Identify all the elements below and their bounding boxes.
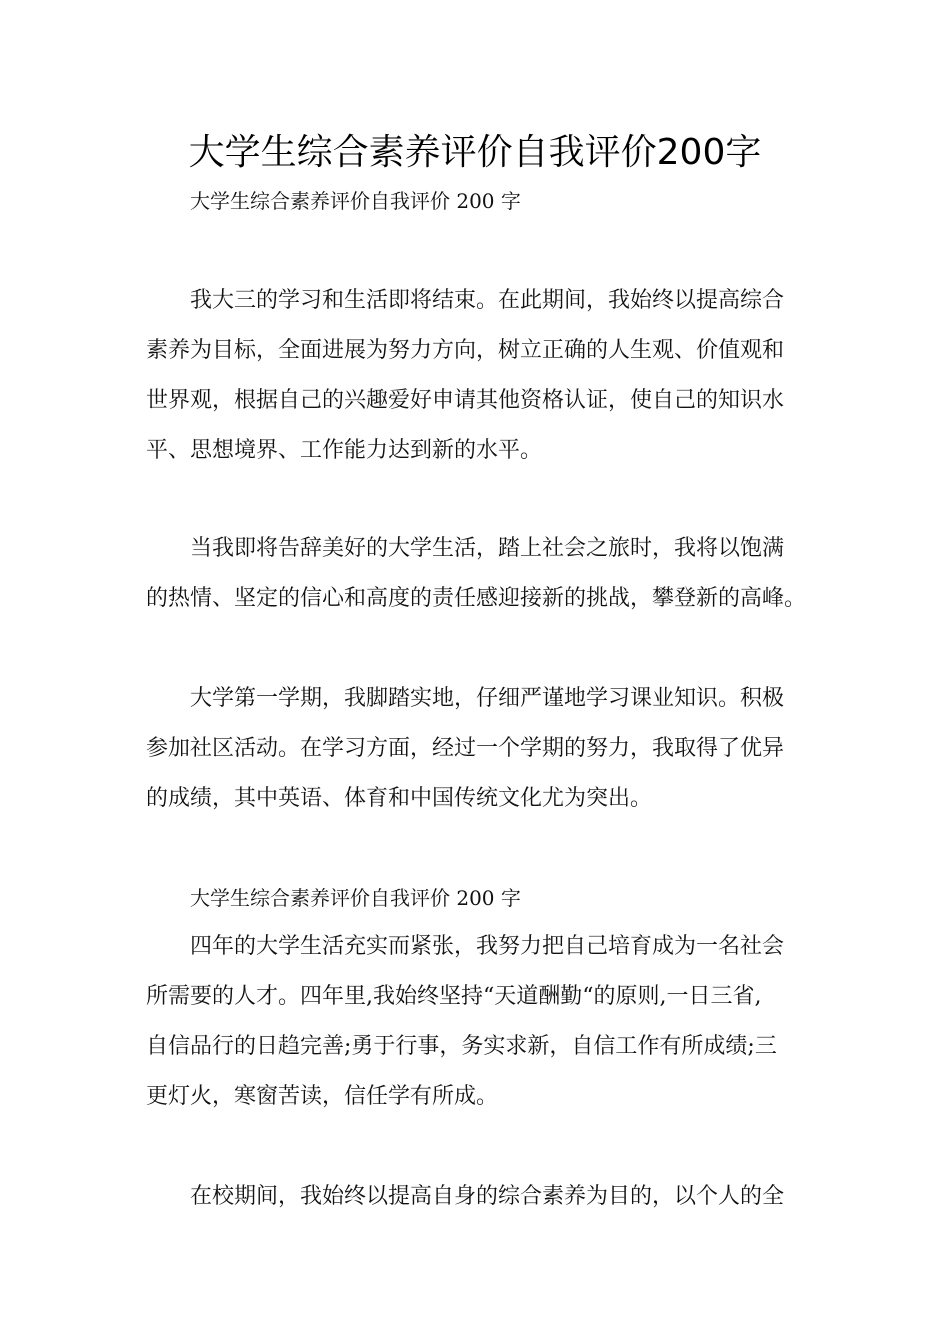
document-title: 大学生综合素养评价自我评价200字 — [188, 132, 762, 173]
paragraph-line: 素养为目标，全面进展为努力方向，树立正确的人生观、价值观和 — [146, 338, 785, 363]
paragraph-line: 自信品行的日趋完善;勇于行事，务实求新，自信工作有所成绩;三 — [146, 1034, 777, 1059]
paragraph-line: 当我即将告辞美好的大学生活，踏上社会之旅时，我将以饱满 — [190, 536, 785, 561]
paragraph-line: 的成绩，其中英语、体育和中国传统文化尤为突出。 — [146, 786, 653, 811]
document-subtitle: 大学生综合素养评价自我评价 200 字 — [190, 189, 521, 213]
paragraph-line: 在校期间，我始终以提高自身的综合素养为目的，以个人的全 — [190, 1184, 785, 1209]
paragraph-5 — [146, 1172, 816, 1222]
paragraph-line: 四年的大学生活充实而紧张，我努力把自己培育成为一名社会 — [190, 934, 785, 959]
paragraph-line: 平、思想境界、工作能力达到新的水平。 — [146, 438, 543, 463]
paragraph-2 — [146, 524, 816, 624]
paragraph-line: 的热情、坚定的信心和高度的责任感迎接新的挑战，攀登新的高峰。 — [146, 586, 807, 611]
section-heading: 大学生综合素养评价自我评价 200 字 — [190, 886, 521, 910]
paragraph-line: 我大三的学习和生活即将结束。在此期间，我始终以提高综合 — [190, 288, 785, 313]
paragraph-4 — [146, 922, 816, 1122]
paragraph-3 — [146, 674, 816, 824]
paragraph-1 — [146, 276, 816, 476]
paragraph-line: 更灯火，寒窗苦读，信任学有所成。 — [146, 1084, 499, 1109]
paragraph-line: 大学第一学期，我脚踏实地，仔细严谨地学习课业知识。积极 — [190, 686, 785, 711]
paragraph-line: 世界观，根据自己的兴趣爱好申请其他资格认证，使自己的知识水 — [146, 388, 785, 413]
paragraph-line: 所需要的人才。四年里,我始终坚持“天道酬勤“的原则,一日三省, — [146, 984, 762, 1009]
paragraph-line: 参加社区活动。在学习方面，经过一个学期的努力，我取得了优异 — [146, 736, 785, 761]
